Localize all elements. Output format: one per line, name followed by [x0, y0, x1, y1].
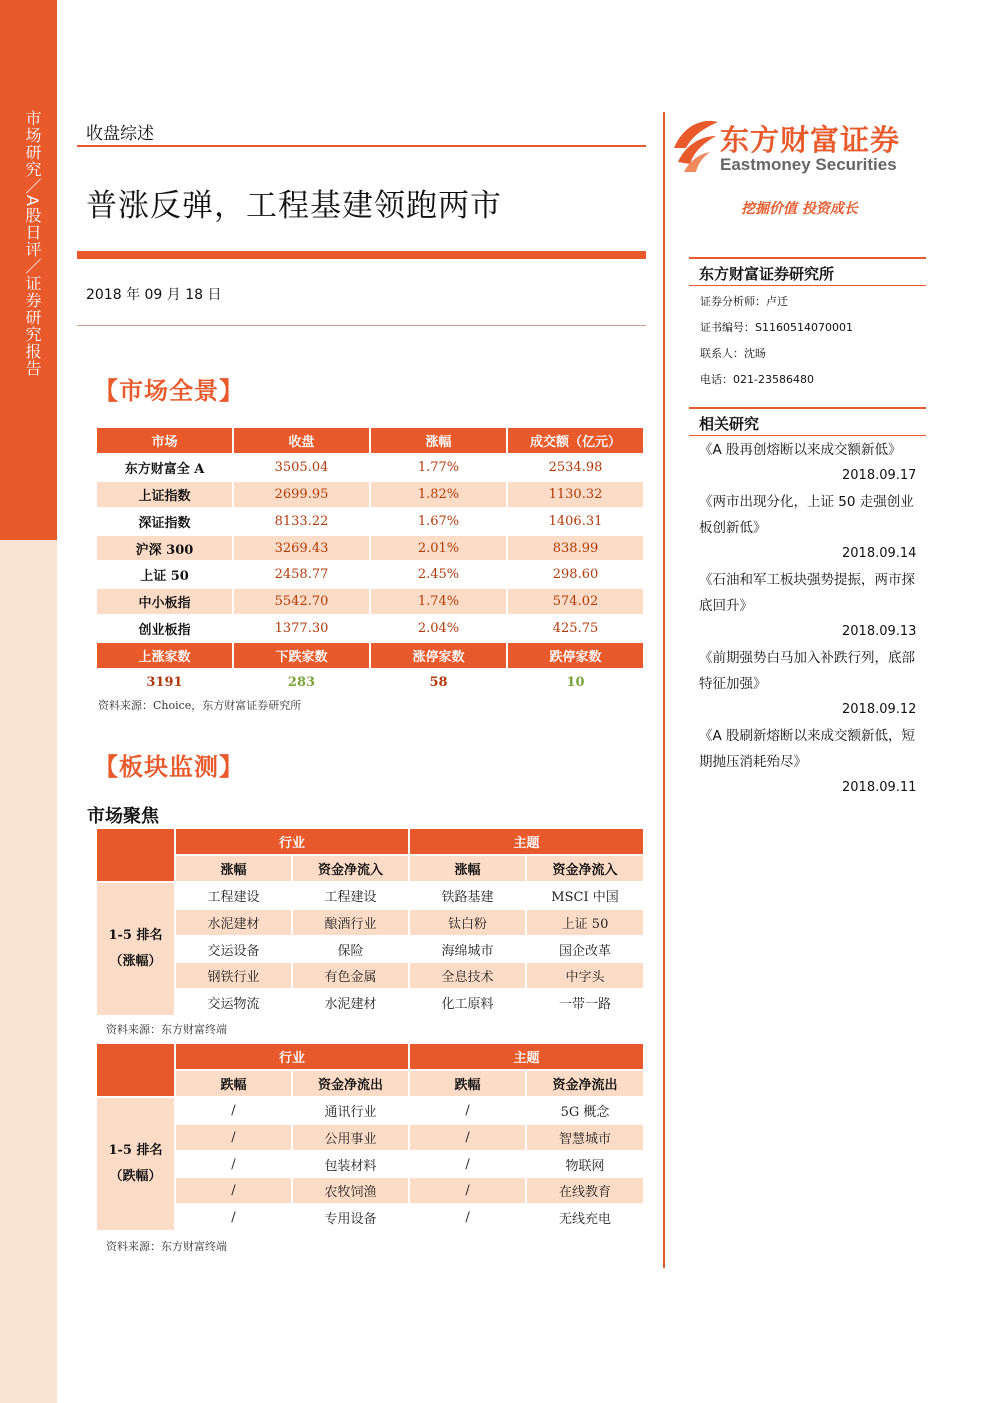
table-row — [96, 882, 644, 909]
divider — [77, 251, 646, 259]
rank-label — [96, 882, 175, 1016]
limit-up-count: 58 — [370, 669, 507, 696]
table-row — [96, 561, 644, 588]
column-header: 下跌家数 — [233, 642, 370, 669]
column-header: 市场 — [96, 427, 233, 454]
limit-down-count: 10 — [507, 669, 644, 696]
table-cell: 专用设备 — [292, 1204, 409, 1231]
table-cell: 铁路基建 — [409, 882, 526, 909]
table-cell: 钛白粉 — [409, 909, 526, 936]
table-row — [96, 989, 644, 1016]
column-header: 资金净流出 — [526, 1070, 644, 1097]
market-name: 东方财富全 A — [96, 454, 233, 481]
table-row — [96, 535, 644, 562]
close-value: 5542.70 — [233, 588, 370, 615]
change-value: 1.67% — [370, 508, 507, 535]
related-title: 相关研究 — [699, 415, 760, 433]
table-cell: 保险 — [292, 936, 409, 963]
column-header: 跌停家数 — [507, 642, 644, 669]
table-cell: 5G 概念 — [526, 1097, 644, 1124]
close-value: 2699.95 — [233, 481, 370, 508]
table-cell: 国企改革 — [526, 936, 644, 963]
turnover-value: 1406.31 — [507, 508, 644, 535]
column-header: 资金净流出 — [292, 1070, 409, 1097]
table-cell: / — [175, 1204, 292, 1231]
column-header: 涨停家数 — [370, 642, 507, 669]
turnover-value: 838.99 — [507, 535, 644, 562]
table-row — [96, 1097, 644, 1124]
table-cell: 钢铁行业 — [175, 962, 292, 989]
divider — [689, 285, 926, 286]
table-cell: MSCI 中国 — [526, 882, 644, 909]
table-row — [96, 615, 644, 642]
analyst-name: 证券分析师：卢迁 — [700, 295, 788, 308]
institute-title: 东方财富证券研究所 — [699, 265, 835, 283]
table-corner — [96, 828, 175, 882]
table-subheader-row — [96, 855, 644, 882]
column-group-header: 主题 — [409, 828, 644, 855]
rank-label-line: 1-5 排名 — [108, 1143, 163, 1158]
table-cell: / — [175, 1151, 292, 1178]
close-value: 3269.43 — [233, 535, 370, 562]
change-value: 1.82% — [370, 481, 507, 508]
market-name: 沪深 300 — [96, 535, 233, 562]
table-cell: 酿酒行业 — [292, 909, 409, 936]
column-header: 跌幅 — [409, 1070, 526, 1097]
divider — [77, 145, 646, 147]
table-row — [96, 936, 644, 963]
table-cell: / — [175, 1124, 292, 1151]
brand-name-cn: 东方财富证券 — [720, 123, 901, 157]
table-subheader-row — [96, 1070, 644, 1097]
related-item-date: 2018.09.12 — [842, 702, 917, 717]
count-row — [96, 669, 644, 696]
column-group-header: 主题 — [409, 1043, 644, 1070]
rank-label — [96, 1097, 175, 1231]
sector-up-table — [95, 827, 645, 1017]
sector-down-table — [95, 1042, 645, 1232]
table-cell: / — [175, 1097, 292, 1124]
contact-name: 联系人：沈旸 — [700, 347, 766, 360]
column-header: 跌幅 — [175, 1070, 292, 1097]
change-value: 2.04% — [370, 615, 507, 642]
brand-slogan: 挖掘价值 投资成长 — [741, 201, 858, 217]
column-divider — [663, 112, 665, 1268]
column-header: 涨幅 — [175, 855, 292, 882]
table-header-row — [96, 828, 644, 855]
table-row — [96, 962, 644, 989]
table-cell: 海绵城市 — [409, 936, 526, 963]
table-row — [96, 1124, 644, 1151]
table-cell: 交运设备 — [175, 936, 292, 963]
table-cell: 上证 50 — [526, 909, 644, 936]
table-cell: 全息技术 — [409, 962, 526, 989]
column-group-header: 行业 — [175, 1043, 409, 1070]
table-cell: 通讯行业 — [292, 1097, 409, 1124]
table-cell: 水泥建材 — [175, 909, 292, 936]
count-header-row — [96, 642, 644, 669]
table-cell: 交运物流 — [175, 989, 292, 1016]
change-value: 1.74% — [370, 588, 507, 615]
related-item-date: 2018.09.13 — [842, 624, 917, 639]
source-note: 资料来源：东方财富终端 — [106, 1023, 227, 1036]
table-cell: / — [409, 1097, 526, 1124]
turnover-value: 425.75 — [507, 615, 644, 642]
divider — [689, 435, 926, 436]
close-value: 8133.22 — [233, 508, 370, 535]
table-row — [96, 481, 644, 508]
table-cell: 包装材料 — [292, 1151, 409, 1178]
table-cell: 工程建设 — [292, 882, 409, 909]
change-value: 2.01% — [370, 535, 507, 562]
table-row — [96, 508, 644, 535]
related-item-date: 2018.09.17 — [842, 468, 917, 483]
section-title-sector: 【板块监测】 — [94, 752, 244, 781]
section-title-market: 【市场全景】 — [94, 376, 244, 405]
table-cell: 在线教育 — [526, 1177, 644, 1204]
column-header: 成交额（亿元） — [507, 427, 644, 454]
side-vertical-text: 市场研究／A股日评／证券研究报告 — [23, 110, 42, 377]
table-row — [96, 454, 644, 481]
table-cell: / — [409, 1151, 526, 1178]
rank-label-line: 1-5 排名 — [108, 928, 163, 943]
column-header: 涨幅 — [409, 855, 526, 882]
market-table — [95, 426, 645, 697]
table-cell: 水泥建材 — [292, 989, 409, 1016]
close-value: 2458.77 — [233, 561, 370, 588]
close-value: 3505.04 — [233, 454, 370, 481]
turnover-value: 2534.98 — [507, 454, 644, 481]
table-cell: 智慧城市 — [526, 1124, 644, 1151]
column-header: 涨幅 — [370, 427, 507, 454]
related-item-title[interactable]: 《A 股刷新熔断以来成交额新低，短期抛压消耗殆尽》 — [699, 728, 916, 770]
brand-name-en: Eastmoney Securities — [720, 155, 897, 174]
down-count: 283 — [233, 669, 370, 696]
table-cell: 公用事业 — [292, 1124, 409, 1151]
related-item-title[interactable]: 《前期强势白马加入补跌行列，底部特征加强》 — [699, 650, 915, 692]
source-note: 资料来源：东方财富终端 — [106, 1240, 227, 1253]
certificate-number: 证书编号：S1160514070001 — [700, 321, 853, 334]
related-item-date: 2018.09.11 — [842, 780, 917, 795]
subsection-title: 市场聚焦 — [87, 806, 159, 827]
table-cell: / — [409, 1124, 526, 1151]
table-cell: / — [175, 1177, 292, 1204]
table-row — [96, 909, 644, 936]
divider — [689, 407, 926, 409]
table-row — [96, 1204, 644, 1231]
up-count: 3191 — [96, 669, 233, 696]
table-header-row — [96, 1043, 644, 1070]
table-cell: 物联网 — [526, 1151, 644, 1178]
table-cell: 一带一路 — [526, 989, 644, 1016]
divider — [689, 257, 926, 259]
rank-label-line: （涨幅） — [109, 954, 162, 969]
market-name: 上证指数 — [96, 481, 233, 508]
turnover-value: 574.02 — [507, 588, 644, 615]
column-header: 资金净流入 — [292, 855, 409, 882]
table-cell: 工程建设 — [175, 882, 292, 909]
related-item-title[interactable]: 《两市出现分化，上证 50 走强创业板创新低》 — [699, 494, 914, 536]
turnover-value: 1130.32 — [507, 481, 644, 508]
market-name: 创业板指 — [96, 615, 233, 642]
column-header: 资金净流入 — [526, 855, 644, 882]
table-cell: 有色金属 — [292, 962, 409, 989]
rank-label-line: （跌幅） — [109, 1169, 162, 1184]
table-header-row — [96, 427, 644, 454]
market-name: 深证指数 — [96, 508, 233, 535]
market-name: 中小板指 — [96, 588, 233, 615]
related-item-title[interactable]: 《A 股再创熔断以来成交额新低》 — [699, 442, 902, 458]
market-name: 上证 50 — [96, 561, 233, 588]
table-cell: 农牧饲渔 — [292, 1177, 409, 1204]
divider — [77, 325, 646, 326]
brand-logo-icon — [670, 118, 720, 174]
table-row — [96, 1151, 644, 1178]
table-cell: 中字头 — [526, 962, 644, 989]
column-group-header: 行业 — [175, 828, 409, 855]
report-date: 2018 年 09 月 18 日 — [86, 287, 222, 303]
related-item-title[interactable]: 《石油和军工板块强势提振，两市探底回升》 — [699, 572, 915, 614]
table-cell: 化工原料 — [409, 989, 526, 1016]
table-cell: / — [409, 1204, 526, 1231]
column-header: 上涨家数 — [96, 642, 233, 669]
phone-number: 电话：021-23586480 — [700, 373, 814, 386]
close-value: 1377.30 — [233, 615, 370, 642]
related-item-date: 2018.09.14 — [842, 546, 917, 561]
page-title: 普涨反弹，工程基建领跑两市 — [86, 188, 502, 224]
table-row — [96, 588, 644, 615]
turnover-value: 298.60 — [507, 561, 644, 588]
table-corner — [96, 1043, 175, 1097]
table-cell: / — [409, 1177, 526, 1204]
table-row — [96, 1177, 644, 1204]
change-value: 2.45% — [370, 561, 507, 588]
source-note: 资料来源：Choice，东方财富证券研究所 — [98, 699, 302, 712]
column-header: 收盘 — [233, 427, 370, 454]
report-category: 收盘综述 — [86, 124, 154, 144]
change-value: 1.77% — [370, 454, 507, 481]
table-cell: 无线充电 — [526, 1204, 644, 1231]
